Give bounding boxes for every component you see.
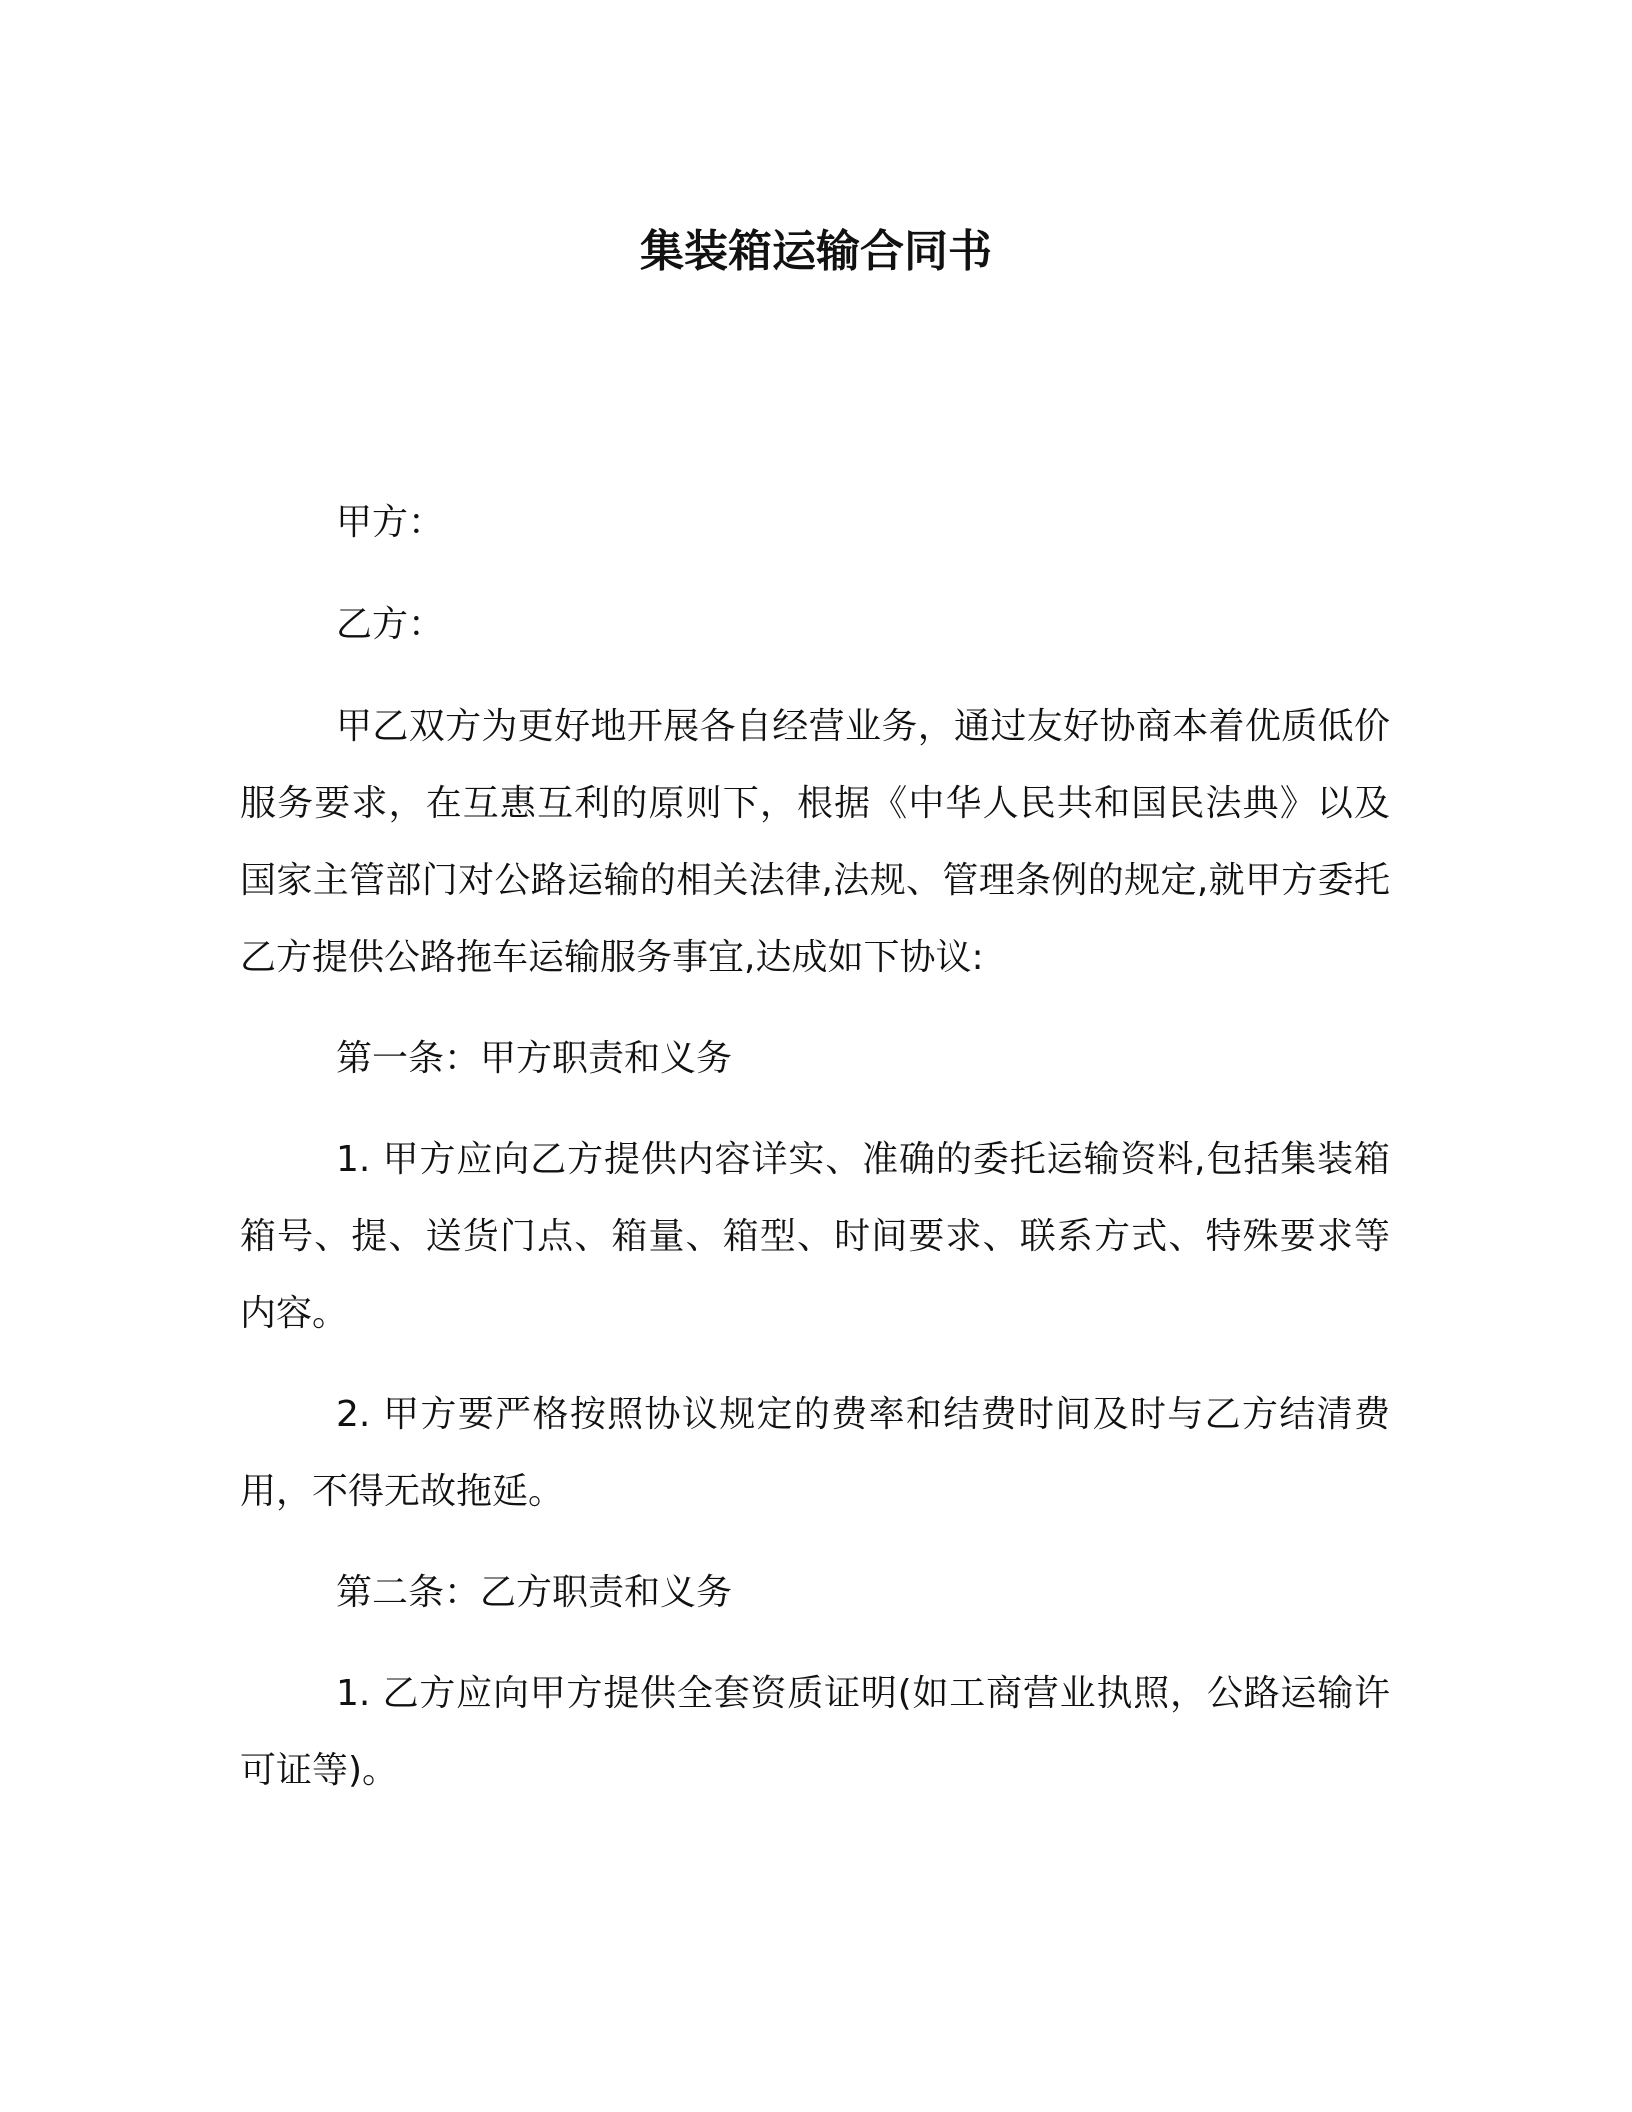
article-1-clause-2: 2. 甲方要严格按照协议规定的费率和结费时间及时与乙方结清费用，不得无故拖延。	[240, 1394, 1390, 1512]
article-2-clause-1: 1. 乙方应向甲方提供全套资质证明(如工商营业执照，公路运输许可证等)。	[240, 1673, 1390, 1791]
article-1-clause-1: 1. 甲方应向乙方提供内容详实、准确的委托运输资料,包括集装箱箱号、提、送货门点、箱量、箱型、时间要求、联系方式、特殊要求等内容。	[240, 1139, 1390, 1334]
article-2-heading: 第二条：乙方职责和义务	[336, 1572, 733, 1613]
article-1-heading: 第一条：甲方职责和义务	[336, 1038, 733, 1079]
document-title: 集装箱运输合同书	[640, 226, 992, 277]
preamble-paragraph: 甲乙双方为更好地开展各自经营业务，通过友好协商本着优质低价服务要求，在互惠互利的原则下，根据《中华人民共和国民法典》以及国家主管部门对公路运输的相关法律,法规、管理条例的规定,就甲方委托乙方提供公路拖车运输服务事宜,达成如下协议:	[240, 706, 1390, 978]
party-a-line: 甲方：	[336, 502, 445, 543]
document-body	[240, 484, 1390, 1833]
party-b-line: 乙方：	[336, 604, 445, 645]
